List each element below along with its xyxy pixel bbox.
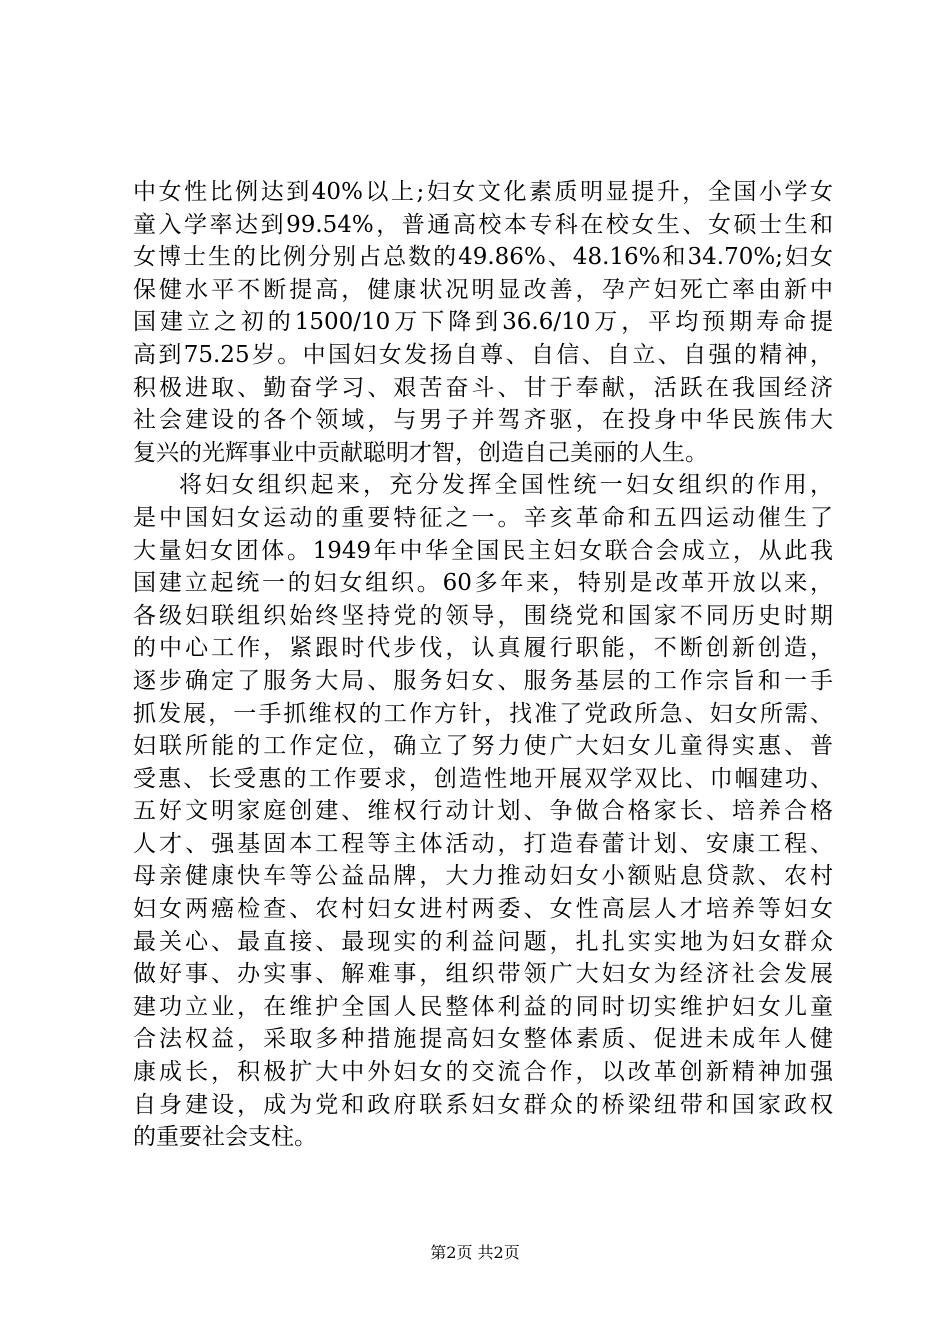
text-line: 合法权益，采取多种措施提高妇女整体素质、促进未成年人健 <box>133 1026 833 1053</box>
text-line: 国建立起统一的妇女组织。60多年来，特别是改革开放以来， <box>133 570 833 597</box>
text-line: 受惠、长受惠的工作要求，创造性地开展双学双比、巾帼建功、 <box>133 765 833 792</box>
text-line: 复兴的光辉事业中贡献聪明才智，创造自己美丽的人生。 <box>133 439 708 466</box>
text-line: 中女性比例达到40%以上;妇女文化素质明显提升，全国小学女 <box>133 179 833 205</box>
text-line: 的中心工作，紧跟时代步伐，认真履行职能，不断创新创造， <box>133 635 833 662</box>
text-line: 女博士生的比例分别占总数的49.86%、48.16%和34.70%;妇女 <box>133 244 833 271</box>
text-line: 建功立业，在维护全国人民整体利益的同时切实维护妇女儿童 <box>133 993 833 1020</box>
text-line: 母亲健康快车等公益品牌，大力推动妇女小额贴息贷款、农村 <box>133 863 833 890</box>
text-line: 社会建设的各个领域，与男子并驾齐驱，在投身中华民族伟大 <box>133 407 833 434</box>
text-line: 国建立之初的1500/10万下降到36.6/10万，平均预期寿命提 <box>133 309 833 336</box>
body-text <box>133 176 833 1154</box>
text-line: 将妇女组织起来，充分发挥全国性统一妇女组织的作用， <box>179 472 833 499</box>
text-line: 是中国妇女运动的重要特征之一。辛亥革命和五四运动催生了 <box>133 504 833 531</box>
text-line: 童入学率达到99.54%，普通高校本专科在校女生、女硕士生和 <box>133 211 833 238</box>
text-line: 积极进取、勤奋学习、艰苦奋斗、甘于奉献，活跃在我国经济 <box>133 374 833 401</box>
text-line: 最关心、最直接、最现实的利益问题，扎扎实实地为妇女群众 <box>133 928 833 955</box>
text-line: 的重要社会支柱。 <box>133 1124 317 1151</box>
text-line: 妇女两癌检查、农村妇女进村两委、女性高层人才培养等妇女 <box>133 896 833 923</box>
text-line: 五好文明家庭创建、维权行动计划、争做合格家长、培养合格 <box>133 798 833 825</box>
text-line: 各级妇联组织始终坚持党的领导，围绕党和国家不同历史时期 <box>133 602 833 629</box>
paragraph-2 <box>133 469 833 1153</box>
text-line: 保健水平不断提高，健康状况明显改善，孕产妇死亡率由新中 <box>133 276 833 303</box>
text-line: 康成长，积极扩大中外妇女的交流合作，以改革创新精神加强 <box>133 1059 833 1086</box>
text-line: 自身建设，成为党和政府联系妇女群众的桥梁纽带和国家政权 <box>133 1091 833 1118</box>
text-line: 抓发展，一手抓维权的工作方针，找准了党政所急、妇女所需、 <box>133 700 833 727</box>
page-number-label: 第2页 共2页 <box>430 1243 520 1262</box>
text-line: 大量妇女团体。1949年中华全国民主妇女联合会成立，从此我 <box>133 537 833 564</box>
text-line: 逐步确定了服务大局、服务妇女、服务基层的工作宗旨和一手 <box>133 667 833 694</box>
text-line: 做好事、办实事、解难事，组织带领广大妇女为经济社会发展 <box>133 961 833 988</box>
text-line: 妇联所能的工作定位，确立了努力使广大妇女儿童得实惠、普 <box>133 733 833 760</box>
text-line: 人才、强基固本工程等主体活动，打造春蕾计划、安康工程、 <box>133 830 833 857</box>
text-line: 高到75.25岁。中国妇女发扬自尊、自信、自立、自强的精神， <box>133 341 833 368</box>
page-footer <box>0 1243 950 1263</box>
paragraph-1 <box>133 176 833 469</box>
